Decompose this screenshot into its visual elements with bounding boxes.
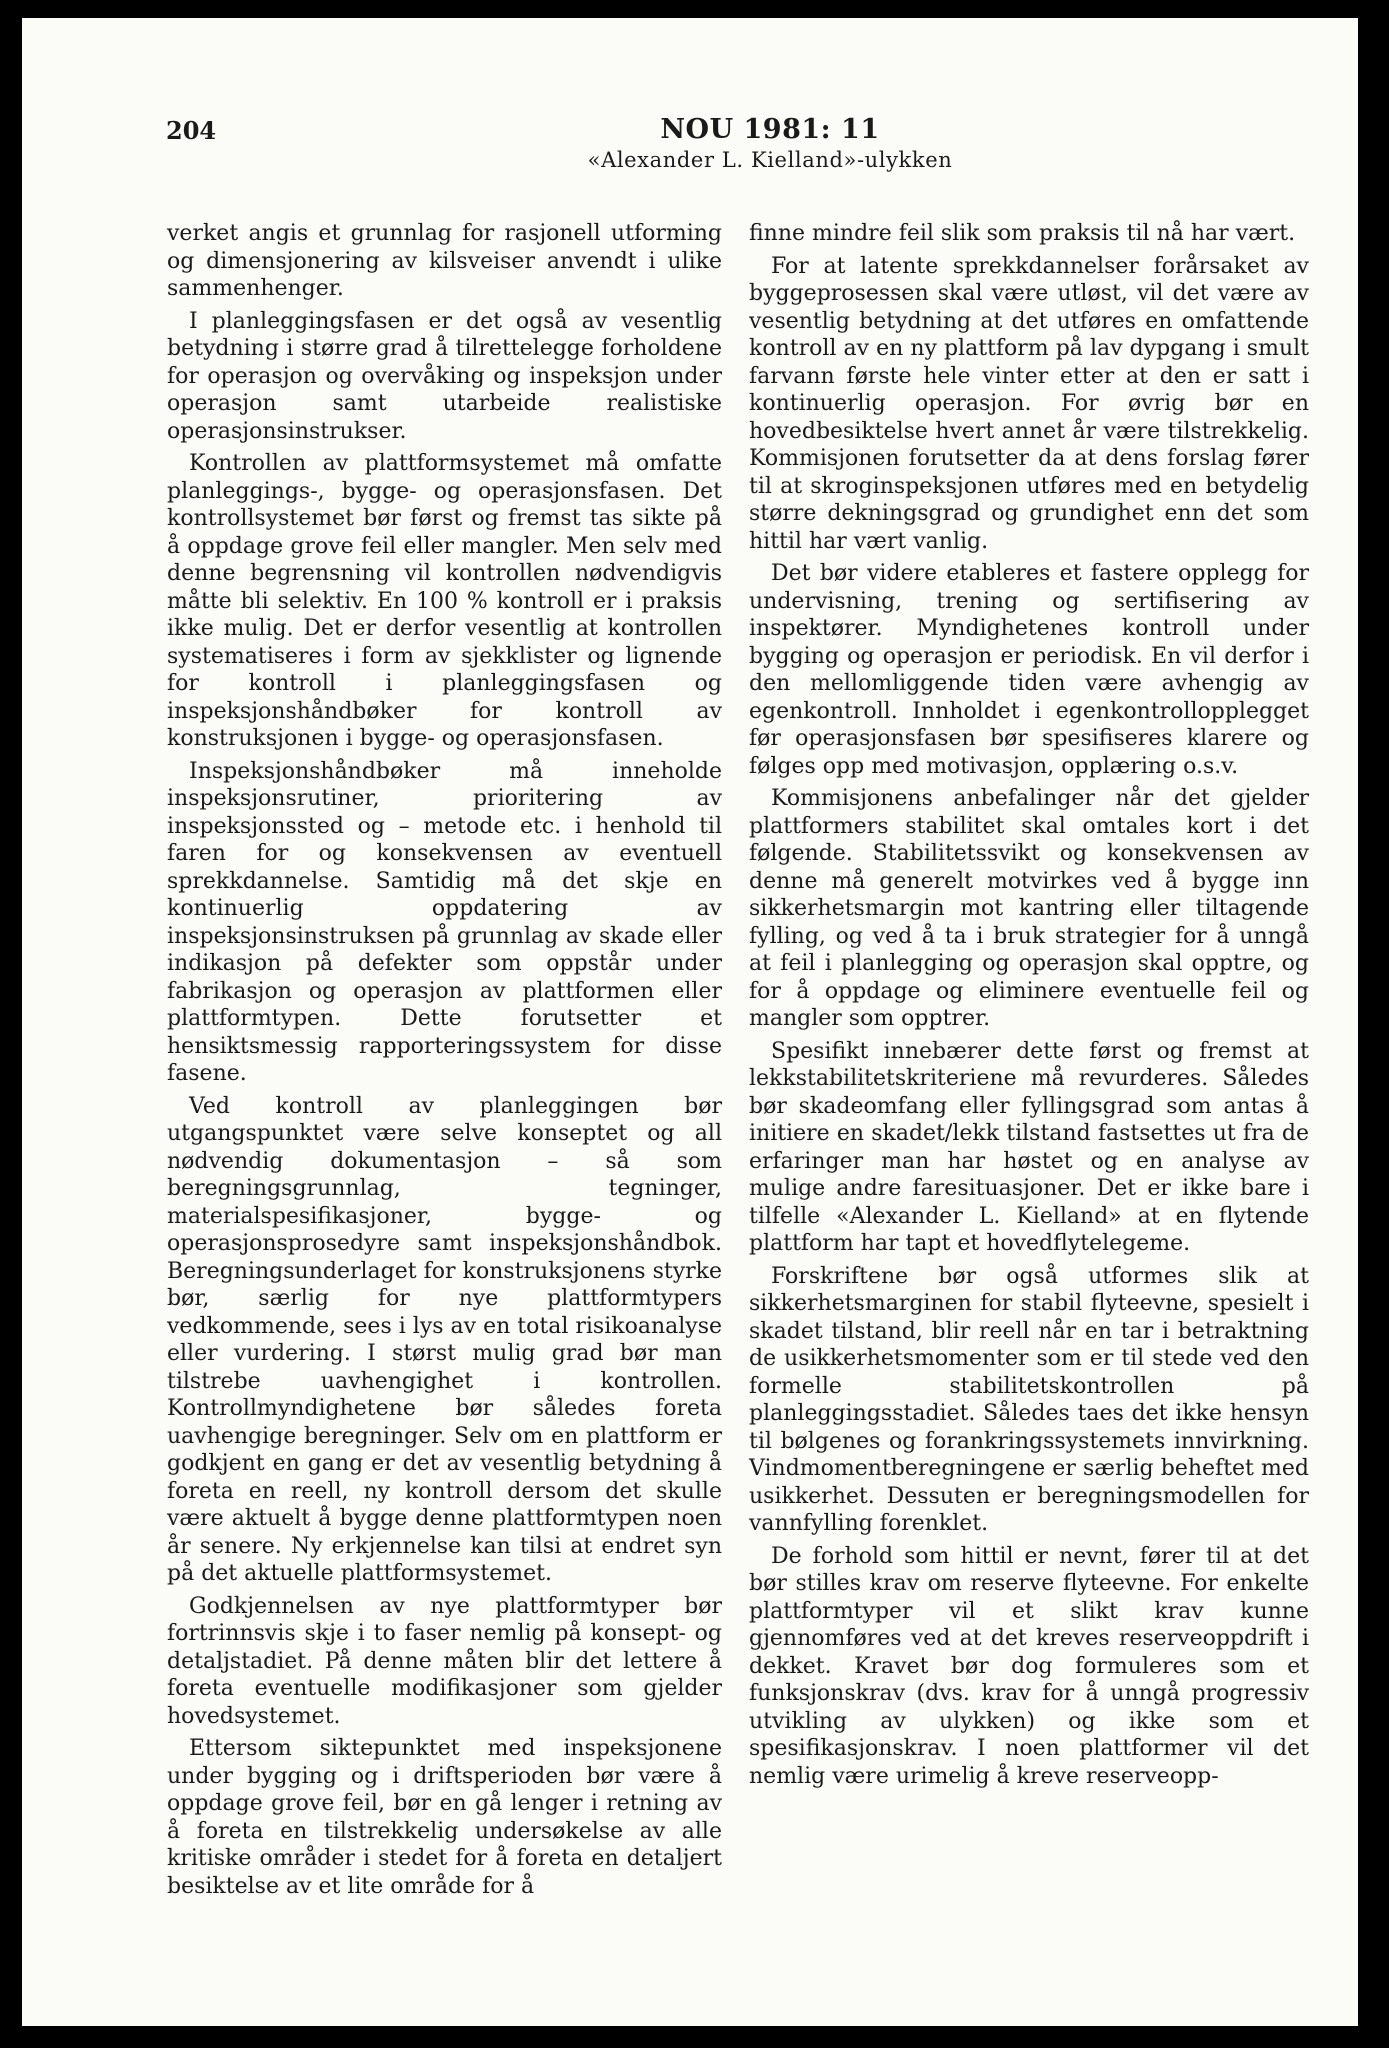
paragraph: Inspeksjonshåndbøker må inneholde inspeksjonsrutiner, prioritering av inspeksjonssted og – metode etc. i henhold til faren for og konsekvensen av eventuell sprekkdannelse. Samtidig må det skje en kontinuerlig oppdatering av inspeksjonsinstruksen på grunnlag av skade eller indikasjon på defekter som oppstår under fabrikasjon og operasjon av plattformen eller plattformtypen. Dette forutsetter et hensiktsmessig rapporteringssystem for disse fasene. — [167, 758, 722, 1086]
paragraph: Ettersom siktepunktet med inspeksjonene under bygging og i driftsperioden bør være å oppdage grove feil, bør en gå lenger i retning av å foreta en tilstrekkelig undersøkelse av alle kritiske områder i stedet for å foreta en detaljert besiktelse av et lite område for å — [167, 1736, 722, 1899]
paragraph: Forskriftene bør også utformes slik at sikkerhetsmarginen for stabil flyteevne, spesielt i skadet tilstand, blir reell når en tar i betraktning de usikkerhetsmomenter som er til stede ved den formelle stabilitetskontrollen på planleggingsstadiet. Således taes det ikke hensyn til bølgenes og forankringssystemets innvirkning. Vindmomentberegningene er særlig beheftet med usikkerhet. Dessuten er beregningsmodellen for vannfylling forenklet. — [749, 1263, 1309, 1536]
paragraph: For at latente sprekkdannelser forårsaket av byggeprosessen skal være utløst, vil det være av vesentlig betydning at det utføres en omfattende kontroll av en ny plattform på lav dypgang i smult farvann første hele vinter etter at den er satt i kontinuerlig operasjon. For øvrig bør en hovedbesiktelse hvert annet år være tilstrekkelig. Kommisjonen forutsetter da at dens forslag fører til at skroginspeksjonen utføres med en betydelig større dekningsgrad og grundighet enn det som hittil har vært vanlig. — [749, 253, 1309, 554]
left-column — [167, 220, 722, 1905]
paragraph: De forhold som hittil er nevnt, fører til at det bør stilles krav om reserve flyteevne. For enkelte plattformtyper vil et slikt krav kunne gjennomføres ved at det kreves reserveoppdrift i dekket. Kravet bør dog formuleres som et funksjonskrav (dvs. krav for å unngå progressiv utvikling av ulykken) og ikke som et spesifikasjonskrav. I noen plattformer vil det nemlig være urimelig å kreve reserveopp- — [749, 1543, 1309, 1789]
paragraph: finne mindre feil slik som praksis til nå har vært. — [749, 221, 1296, 246]
paragraph: I planleggingsfasen er det også av vesentlig betydning i større grad å tilrettelegge forholdene for operasjon og overvåking og inspeksjon under operasjon samt utarbeide realistiske operasjonsinstrukser. — [167, 308, 722, 444]
report-title: NOU 1981: 11 — [660, 114, 880, 145]
paragraph: Ved kontroll av planleggingen bør utgangspunktet være selve konseptet og all nødvendig dokumentasjon – så som beregningsgrunnlag, tegninger, materialspesifikasjoner, bygge- og operasjonsprosedyre samt inspeksjonshåndbok. Beregningsunderlaget for konstruksjonens styrke bør, særlig for nye plattformtypers vedkommende, sees i lys av en total risikoanalyse eller vurdering. I størst mulig grad bør man tilstrebe uavhengighet i kontrollen. Kontrollmyndighetene bør således foreta uavhengige beregninger. Selv om en plattform er godkjent en gang er det av vesentlig betydning å foreta en reell, ny kontroll dersom det skulle være aktuelt å bygge denne plattformtypen noen år senere. Ny erkjennelse kan tilsi at endret syn på det aktuelle plattformsystemet. — [167, 1093, 722, 1586]
paragraph: verket angis et grunnlag for rasjonell utforming og dimensjonering av kilsveiser anvendt i ulike sammenhenger. — [167, 221, 722, 301]
paragraph: Kontrollen av plattformsystemet må omfatte planleggings-, bygge- og operasjonsfasen. Det kontrollsystemet bør først og fremst tas sikte på å oppdage grove feil eller mangler. Men selv med denne begrensning vil kontrollen nødvendigvis måtte bli selektiv. En 100 % kontroll er i praksis ikke mulig. Det er derfor vesentlig at kontrollen systematiseres i form av sjekklister og lignende for kontroll i planleggingsfasen og inspeksjonshåndbøker for kontroll av konstruksjonen i bygge- og operasjonsfasen. — [167, 451, 722, 751]
paragraph: Godkjennelsen av nye plattformtyper bør fortrinnsvis skje i to faser nemlig på konsept- og detaljstadiet. På denne måten blir det lettere å foreta eventuelle modifikasjoner som gjelder hovedsystemet. — [167, 1593, 722, 1729]
report-subtitle: «Alexander L. Kielland»-ulykken — [587, 148, 953, 172]
paragraph: Kommisjonens anbefalinger når det gjelder plattformers stabilitet skal omtales kort i det følgende. Stabilitetssvikt og konsekvensen av denne må generelt motvirkes ved å bygge inn sikkerhetsmargin mot kantring eller tiltagende fylling, og ved å ta i bruk strategier for å unngå at feil i planlegging og operasjon skal opptre, og for å oppdage og eliminere eventuelle feil og mangler som opptrer. — [749, 786, 1309, 1031]
page-number: 204 — [166, 116, 217, 145]
document-page — [22, 18, 1358, 2026]
right-column — [749, 220, 1309, 1795]
paragraph: Det bør videre etableres et fastere opplegg for undervisning, trening og sertifisering av inspektører. Myndighetenes kontroll under bygging og operasjon er periodisk. En vil derfor i den mellomliggende tiden være avhengig av egenkontroll. Innholdet i egenkontrollopplegget før operasjonsfasen bør spesifiseres klarere og følges opp med motivasjon, opplæring o.s.v. — [749, 561, 1309, 779]
paragraph: Spesifikt innebærer dette først og fremst at lekkstabilitetskriteriene må revurderes. Således bør skadeomfang eller fyllingsgrad som antas å initiere en skadet/lekk tilstand fastsettes ut fra de erfaringer man har høstet og en analyse av mulige andre faresituasjoner. Det er ikke bare i tilfelle «Alexander L. Kielland» at en flytende plattform har tapt et hovedflytelegeme. — [749, 1038, 1309, 1256]
